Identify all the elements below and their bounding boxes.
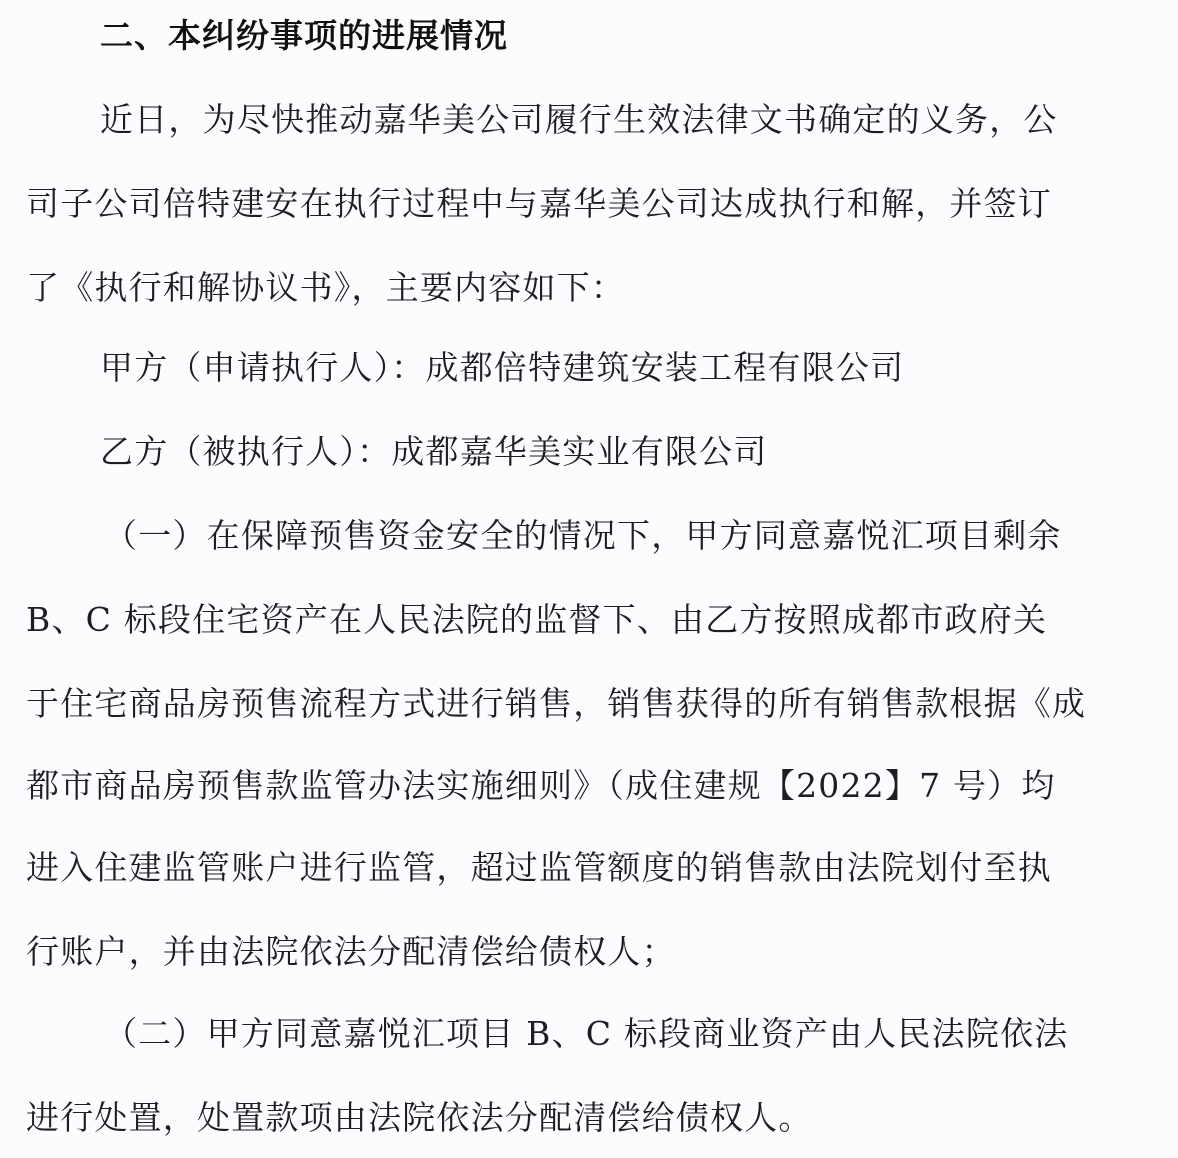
paragraph-line: 近日，为尽快推动嘉华美公司履行生效法律文书确定的义务，公 xyxy=(100,100,1058,139)
clause-1-line: （一）在保障预售资金安全的情况下，甲方同意嘉悦汇项目剩余 xyxy=(104,516,1062,555)
clause-1-line: 行账户，并由法院依法分配清偿给债权人； xyxy=(26,932,676,971)
clause-1-line: 进入住建监管账户进行监管，超过监管额度的销售款由法院划付至执 xyxy=(26,848,1052,887)
clause-1-line: B、C 标段住宅资产在人民法院的监督下、由乙方按照成都市政府关 xyxy=(26,600,1048,639)
paragraph-line: 了《执行和解协议书》，主要内容如下： xyxy=(26,268,626,307)
section-heading: 二、本纠纷事项的进展情况 xyxy=(100,16,508,55)
party-a-line: 甲方（申请执行人）：成都倍特建筑安装工程有限公司 xyxy=(100,348,905,387)
paragraph-line: 司子公司倍特建安在执行过程中与嘉华美公司达成执行和解，并签订 xyxy=(26,184,1052,223)
clause-2-line: （二）甲方同意嘉悦汇项目 B、C 标段商业资产由人民法院依法 xyxy=(104,1014,1069,1053)
clause-1-line: 都市商品房预售款监管办法实施细则》（成住建规【2022】7 号）均 xyxy=(26,766,1056,805)
party-b-line: 乙方（被执行人）：成都嘉华美实业有限公司 xyxy=(100,432,768,471)
clause-1-line: 于住宅商品房预售流程方式进行销售，销售获得的所有销售款根据《成 xyxy=(26,684,1087,723)
clause-2-line: 进行处置，处置款项由法院依法分配清偿给债权人。 xyxy=(26,1098,813,1137)
